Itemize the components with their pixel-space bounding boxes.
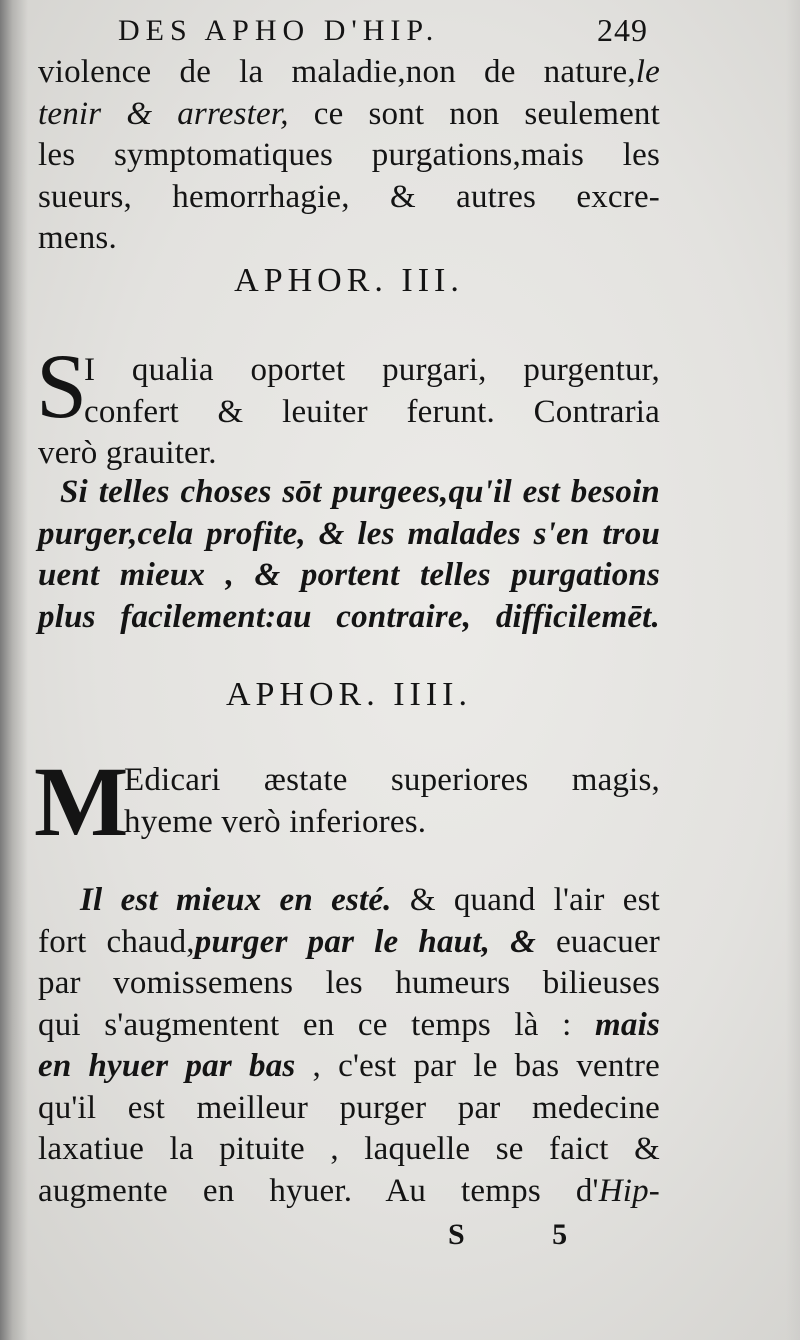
text-line: Si telles choses sōt purgees,qu'il est besoin <box>60 474 660 510</box>
text-line: laxatiue la pituite , laquelle se faict & <box>38 1131 660 1167</box>
text-line: I qualia oportet purgari, purgentur, <box>84 352 660 388</box>
text-line: Il est mieux en esté. & quand l'air est <box>80 882 661 918</box>
page-number: 249 <box>597 12 648 48</box>
text-line: hyeme verò inferiores. <box>124 803 427 840</box>
aphorism-heading: APHOR. IIII. <box>225 676 473 713</box>
latin-text <box>84 350 660 433</box>
text-line: mens. <box>38 220 117 256</box>
text-line: en hyuer par bas , c'est par le bas ventre <box>38 1048 660 1084</box>
text-line: qui s'augmentent en ce temps là : mais <box>38 1006 660 1043</box>
intro-paragraph <box>38 52 660 260</box>
latin-text <box>124 760 660 843</box>
signature-mark: S 5 <box>448 1218 608 1251</box>
text-line: verò grauiter. <box>38 435 217 471</box>
text-line: augmente en hyuer. Au temps d'Hip- <box>38 1172 660 1209</box>
french-translation <box>38 880 660 1212</box>
text-line: tenir & arrester, ce sont non seulement <box>38 95 660 132</box>
french-translation <box>38 472 660 638</box>
drop-cap: M <box>34 746 129 857</box>
text-line: les symptomatiques purgations,mais les <box>38 137 660 173</box>
text-line: sueurs, hemorrhagie, & autres excre- <box>38 178 660 215</box>
text-line: plus facilement:au contraire, difficilemēt. <box>38 598 660 635</box>
running-title: DES APHO D'HIP. <box>118 14 440 47</box>
drop-cap: S <box>36 335 88 437</box>
latin-text <box>38 433 660 475</box>
text-line: uent mieux , & portent telles purgations <box>38 557 660 593</box>
text-line: purger,cela profite, & les malades s'en trou <box>38 515 660 552</box>
aphorism-heading: APHOR. III. <box>234 262 464 299</box>
text-line: confert & leuiter ferunt. Contraria <box>84 393 660 430</box>
text-line: fort chaud,purger par le haut, & euacuer <box>38 923 660 960</box>
text-line: par vomissemens les humeurs bilieuses <box>38 965 660 1001</box>
running-head <box>118 14 648 54</box>
text-line: violence de la maladie,non de nature,le <box>38 54 660 90</box>
text-line: Edicari æstate superiores magis, <box>124 762 660 798</box>
text-line: qu'il est meilleur purger par medecine <box>38 1089 660 1126</box>
